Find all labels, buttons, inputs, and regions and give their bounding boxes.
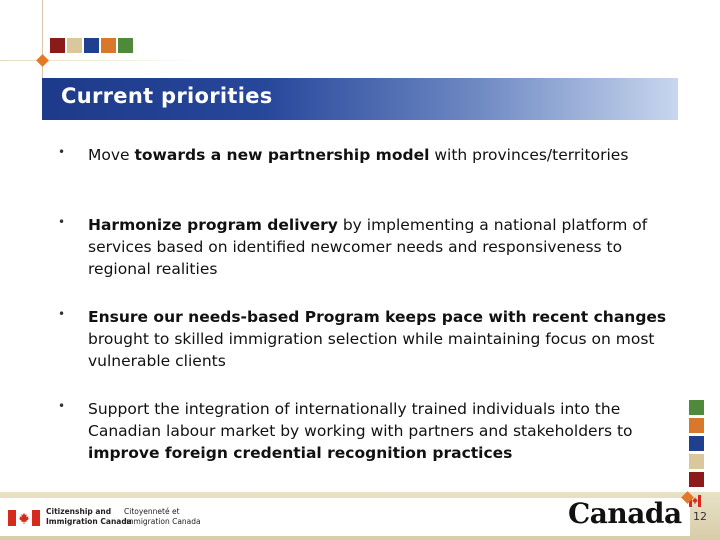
bullet-text (88, 214, 688, 280)
color-square (689, 472, 704, 487)
color-square (689, 436, 704, 451)
decor-vertical-line (42, 0, 43, 80)
bullet-dot-icon: • (58, 215, 66, 229)
bullet-text-part: Support the integration of internationally trained individuals into the Canadian labour market by working with partners and stakeholders to (88, 400, 633, 440)
bullet-text-bold: Ensure our needs-based Program keeps pace with recent changes (88, 308, 667, 326)
canada-flag-icon (8, 510, 40, 526)
color-square (689, 418, 704, 433)
bullet-text-part: brought to skilled immigration selection while maintaining focus on most vulnerable clients (88, 330, 655, 370)
title-bar (42, 78, 678, 120)
dept-fr-line: Immigration Canada (124, 517, 201, 526)
page-number: 12 (693, 510, 707, 523)
department-name-fr (124, 507, 201, 527)
dept-en-line: Citizenship and (46, 507, 112, 516)
diamond-icon (36, 54, 49, 67)
bullet-text-bold: Harmonize program delivery (88, 216, 338, 234)
color-square (118, 38, 133, 53)
slide-title: Current priorities (61, 84, 273, 108)
bullet-text-bold: improve foreign credential recognition practices (88, 444, 513, 462)
bullet-text (88, 306, 688, 372)
bullet-dot-icon: • (58, 399, 66, 413)
color-square (84, 38, 99, 53)
color-square (50, 38, 65, 53)
department-name-en (46, 507, 132, 527)
color-square (689, 400, 704, 415)
bullet-text-part: by implementing a national platform of services based on identified newcomer needs and responsiveness to regional realities (88, 216, 648, 278)
color-square (67, 38, 82, 53)
color-square (101, 38, 116, 53)
bullet-text (88, 398, 688, 464)
decor-horizontal-line (0, 60, 200, 61)
bullet-text-part: Move (88, 146, 135, 164)
bullet-text (88, 144, 688, 166)
bullet-text-bold: towards a new partnership model (134, 146, 430, 164)
bullet-dot-icon: • (58, 145, 66, 159)
canada-wordmark (568, 497, 703, 530)
bullet-dot-icon: • (58, 307, 66, 321)
color-squares-right (689, 400, 704, 487)
bullet-text-part: with provinces/territories (429, 146, 629, 164)
wordmark-text: Canada (568, 497, 682, 530)
dept-fr-line: Citoyenneté et (124, 507, 180, 516)
color-square (689, 454, 704, 469)
color-squares-top (50, 38, 133, 53)
dept-en-line: Immigration Canada (46, 517, 132, 526)
